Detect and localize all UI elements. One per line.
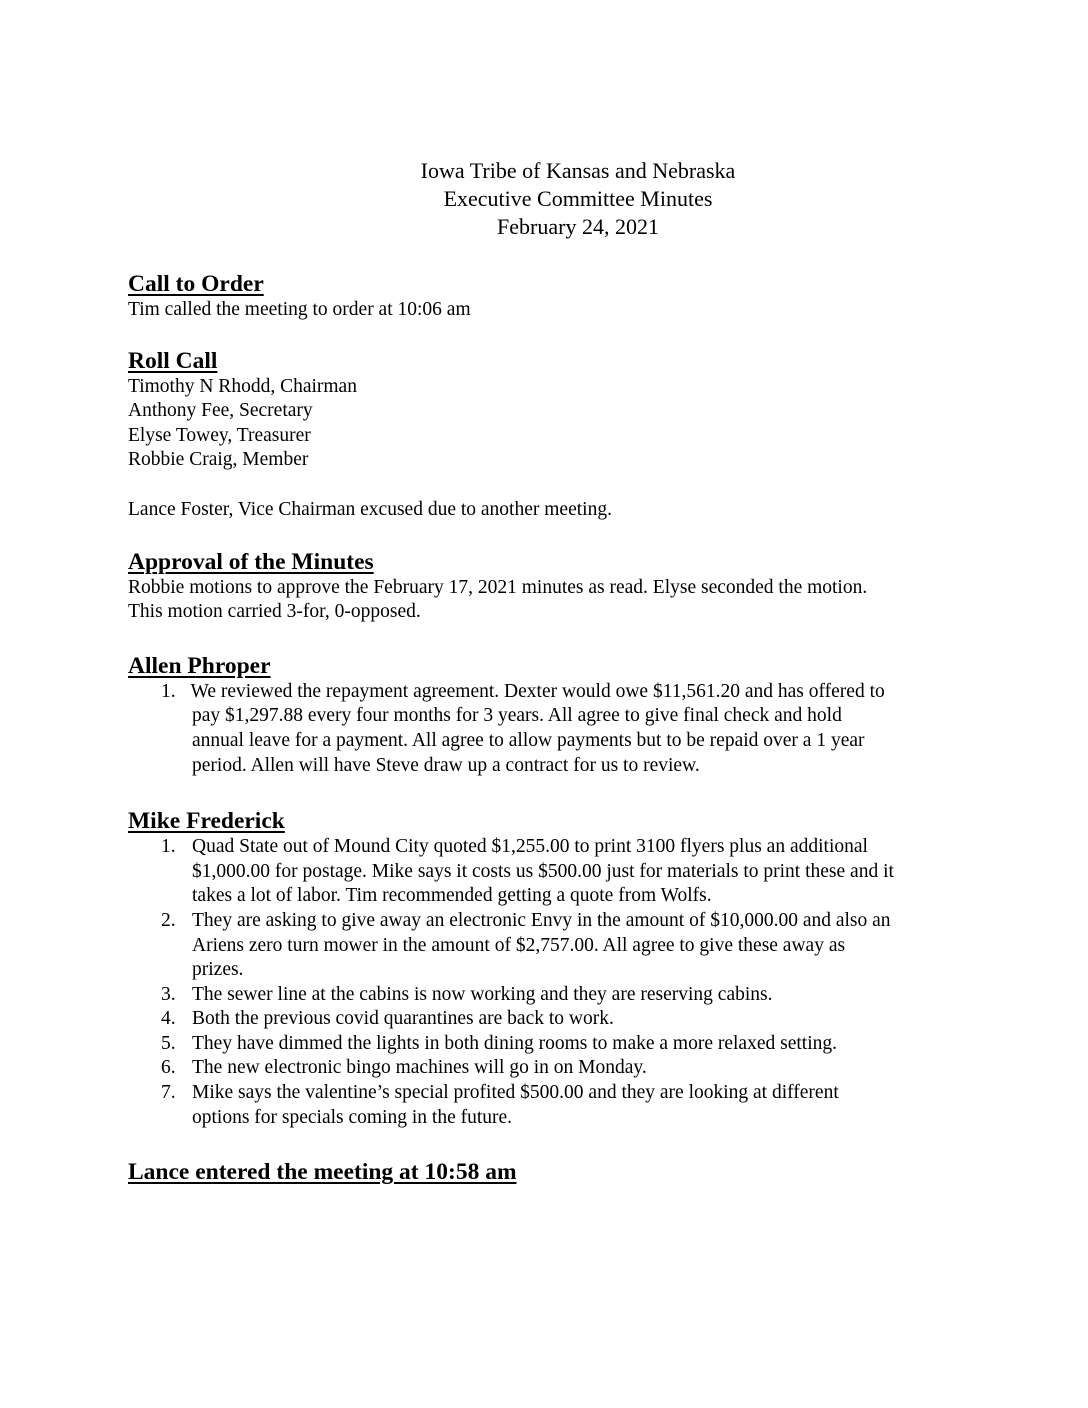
excused-note: Lance Foster, Vice Chairman excused due to another meeting. (128, 498, 612, 520)
item-line: takes a lot of labor. Tim recommended getting a quote from Wolfs. (192, 885, 712, 907)
section-title: Mike Frederick (128, 808, 285, 835)
item-line: annual leave for a payment. All agree to allow payments but to be repaid over a 1 year (192, 729, 865, 751)
organization-name: Iowa Tribe of Kansas and Nebraska (420, 158, 736, 183)
item-line: They are asking to give away an electronic Envy in the amount of $10,000.00 and also an (192, 909, 891, 931)
section-title: Lance entered the meeting at 10:58 am (128, 1159, 517, 1186)
item-line: The sewer line at the cabins is now working and they are reserving cabins. (192, 983, 773, 1005)
item-line: The new electronic bingo machines will go in on Monday. (192, 1057, 647, 1079)
item-number: 2. (161, 909, 176, 931)
list-item (128, 983, 968, 1008)
item-number: 6. (161, 1057, 176, 1079)
roll-call-member: Timothy N Rhodd, Chairman (128, 375, 357, 397)
item-number: 7. (161, 1082, 176, 1104)
item-line: pay $1,297.88 every four months for 3 years. All agree to give final check and hold (192, 705, 842, 727)
item-line: period. Allen will have Steve draw up a contract for us to review. (192, 754, 700, 776)
list-item (128, 1081, 968, 1130)
section-roll-call (128, 347, 968, 523)
document-header (188, 157, 968, 241)
roll-call-member: Elyse Towey, Treasurer (128, 424, 311, 446)
item-line: $1,000.00 for postage. Mike says it costs us $500.00 just for materials to print these and it (192, 860, 894, 882)
section-approval (128, 548, 968, 625)
section-allen-phroper (128, 652, 968, 778)
list-item (128, 1007, 968, 1032)
section-mike-frederick (128, 807, 968, 1130)
call-to-order-text: Tim called the meeting to order at 10:06 am (128, 299, 471, 320)
list-item (128, 909, 968, 983)
item-number: 1. (161, 836, 176, 858)
roll-call-member: Robbie Craig, Member (128, 449, 309, 471)
item-line: Ariens zero turn mower in the amount of $2,757.00. All agree to give these away as (192, 934, 846, 956)
item-line: prizes. (192, 959, 244, 981)
document-title: Executive Committee Minutes (443, 186, 713, 211)
section-title: Call to Order (128, 271, 264, 297)
item-number: 3. (161, 983, 176, 1005)
list-item (128, 1056, 968, 1081)
list-item (128, 1032, 968, 1057)
approval-text-line: This motion carried 3-for, 0-opposed. (128, 601, 421, 623)
meeting-date: February 24, 2021 (497, 214, 659, 239)
allen-items-list (128, 680, 968, 778)
item-line: They have dimmed the lights in both dining rooms to make a more relaxed setting. (192, 1032, 837, 1054)
item-number: 5. (161, 1032, 176, 1054)
section-lance-entered (128, 1158, 968, 1186)
section-call-to-order (128, 270, 968, 323)
item-line: We reviewed the repayment agreement. Dexter would owe $11,561.20 and has offered to (186, 680, 885, 702)
item-line: Mike says the valentine’s special profited $500.00 and they are looking at different (192, 1082, 839, 1104)
minutes-page (128, 157, 968, 1186)
roll-call-member: Anthony Fee, Secretary (128, 400, 313, 422)
item-line: Both the previous covid quarantines are back to work. (192, 1008, 614, 1030)
item-line: Quad State out of Mound City quoted $1,255.00 to print 3100 flyers plus an additional (192, 836, 868, 858)
approval-text-line: Robbie motions to approve the February 17, 2021 minutes as read. Elyse seconded the motion. (128, 576, 868, 598)
list-item (128, 680, 968, 778)
section-title: Allen Phroper (128, 652, 271, 679)
item-number: 1. (161, 680, 176, 702)
mike-items-list (128, 835, 968, 1130)
section-title: Roll Call (128, 347, 218, 374)
list-item (128, 835, 968, 909)
item-line: options for specials coming in the future. (192, 1106, 513, 1128)
item-number: 4. (161, 1008, 176, 1030)
section-title: Approval of the Minutes (128, 548, 374, 575)
